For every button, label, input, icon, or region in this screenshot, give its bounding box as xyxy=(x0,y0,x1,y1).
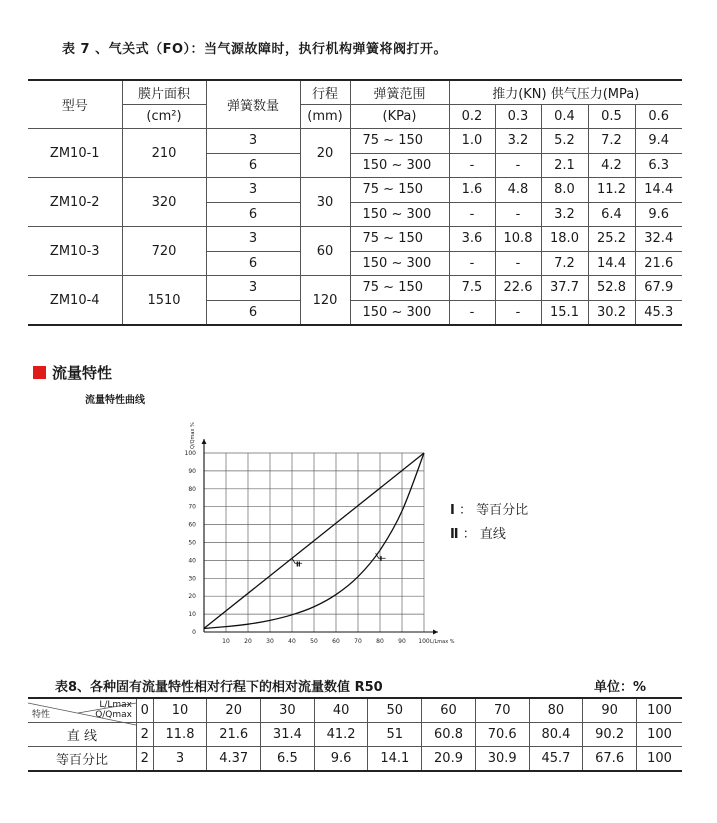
value-cell: 80.4 xyxy=(529,723,583,747)
row-label: 直 线 xyxy=(28,723,137,747)
corner-header-cell xyxy=(28,698,137,723)
thrust-cell: 67.9 xyxy=(635,276,682,301)
corner-top-label: L/Lmax xyxy=(99,700,132,710)
header-springs: 弹簧数量 xyxy=(206,80,300,129)
value-cell: 20.9 xyxy=(422,747,476,772)
column-header: 50 xyxy=(368,698,422,723)
thrust-cell: 37.7 xyxy=(541,276,588,301)
thrust-cell: 4.8 xyxy=(495,178,541,203)
value-cell: 4.37 xyxy=(207,747,261,772)
header-model: 型号 xyxy=(28,80,122,129)
column-header: 30 xyxy=(261,698,315,723)
model-cell: ZM10-2 xyxy=(28,178,122,227)
thrust-cell: 3.6 xyxy=(449,227,495,252)
column-header: 60 xyxy=(422,698,476,723)
x-tick-label: 80 xyxy=(376,638,384,645)
value-cell: 41.2 xyxy=(314,723,368,747)
y-tick-label: 30 xyxy=(188,575,196,583)
thrust-cell: 5.2 xyxy=(541,129,588,154)
value-cell: 100 xyxy=(636,747,682,772)
value-cell: 45.7 xyxy=(529,747,583,772)
actuator-spec-table xyxy=(28,79,682,326)
x-tick-label: 40 xyxy=(288,638,296,645)
header-area: 膜片面积 xyxy=(122,80,206,105)
x-axis-arrow-icon xyxy=(433,630,438,635)
column-header: 90 xyxy=(583,698,637,723)
y-tick-label: 60 xyxy=(188,521,196,529)
value-cell: 14.1 xyxy=(368,747,422,772)
springs-cell: 3 xyxy=(206,178,300,203)
legend-text: 等百分比 xyxy=(476,503,529,518)
springs-cell: 3 xyxy=(206,227,300,252)
y-tick-label: 100 xyxy=(184,450,196,457)
thrust-cell: 32.4 xyxy=(635,227,682,252)
legend-text: 直线 xyxy=(479,527,506,542)
thrust-cell: - xyxy=(495,202,541,227)
header-pressure: 0.4 xyxy=(541,105,588,129)
header-range: 弹簧范围 xyxy=(350,80,449,105)
thrust-cell: 25.2 xyxy=(588,227,635,252)
stroke-cell: 60 xyxy=(300,227,350,276)
y-axis-label: Q/Qmax % xyxy=(190,422,196,449)
value-cell: 70.6 xyxy=(475,723,529,747)
thrust-cell: - xyxy=(495,251,541,276)
stroke-cell: 20 xyxy=(300,129,350,178)
range-cell: 150 ~ 300 xyxy=(350,300,449,325)
header-range-unit: (KPa) xyxy=(350,105,449,129)
table-row xyxy=(28,747,682,772)
y-tick-label: 70 xyxy=(188,503,196,511)
springs-cell: 3 xyxy=(206,276,300,301)
x-tick-label: 60 xyxy=(332,638,340,645)
header-pressure: 0.6 xyxy=(635,105,682,129)
column-header: 10 xyxy=(153,698,207,723)
thrust-cell: 6.4 xyxy=(588,202,635,227)
range-cell: 150 ~ 300 xyxy=(350,251,449,276)
value-cell: 2 xyxy=(137,723,154,747)
column-header: 70 xyxy=(475,698,529,723)
y-axis-arrow-icon xyxy=(202,439,207,444)
stroke-cell: 30 xyxy=(300,178,350,227)
header-area-unit: (cm²) xyxy=(122,105,206,129)
thrust-cell: 3.2 xyxy=(541,202,588,227)
thrust-cell: - xyxy=(495,153,541,178)
x-tick-label: 50 xyxy=(310,638,318,645)
thrust-cell: 11.2 xyxy=(588,178,635,203)
x-tick-label: 70 xyxy=(354,638,362,645)
value-cell: 21.6 xyxy=(207,723,261,747)
thrust-cell: 52.8 xyxy=(588,276,635,301)
thrust-cell: - xyxy=(449,153,495,178)
thrust-cell: - xyxy=(495,300,541,325)
springs-cell: 6 xyxy=(206,153,300,178)
legend-mark: Ⅱ xyxy=(450,527,459,542)
thrust-cell: 15.1 xyxy=(541,300,588,325)
header-stroke: 行程 xyxy=(300,80,350,105)
table8-unit: 单位：% xyxy=(594,680,647,695)
thrust-cell: 9.4 xyxy=(635,129,682,154)
legend-item-linear: Ⅱ ： 直线 xyxy=(450,527,506,542)
table-row xyxy=(28,227,682,252)
springs-cell: 3 xyxy=(206,129,300,154)
column-header: 20 xyxy=(207,698,261,723)
header-thrust: 推力(KN) 供气压力(MPa) xyxy=(449,80,682,105)
corner-left-label: 特性 xyxy=(32,710,51,720)
thrust-cell: 2.1 xyxy=(541,153,588,178)
thrust-cell: 7.2 xyxy=(541,251,588,276)
equal-percentage-curve-label: Ⅰ xyxy=(379,555,383,564)
thrust-cell: 3.2 xyxy=(495,129,541,154)
column-header: 80 xyxy=(529,698,583,723)
thrust-cell: 4.2 xyxy=(588,153,635,178)
relative-flow-table xyxy=(28,697,682,772)
value-cell: 67.6 xyxy=(583,747,637,772)
range-cell: 150 ~ 300 xyxy=(350,202,449,227)
value-cell: 30.9 xyxy=(475,747,529,772)
range-cell: 75 ~ 150 xyxy=(350,276,449,301)
y-tick-label: 10 xyxy=(188,611,196,619)
thrust-cell: - xyxy=(449,251,495,276)
area-cell: 320 xyxy=(122,178,206,227)
column-header: 40 xyxy=(314,698,368,723)
y-tick-label: 0 xyxy=(192,629,196,636)
header-pressure: 0.3 xyxy=(495,105,541,129)
thrust-cell: 6.3 xyxy=(635,153,682,178)
y-tick-label: 50 xyxy=(188,539,196,547)
value-cell: 51 xyxy=(368,723,422,747)
flow-characteristic-chart xyxy=(170,410,470,645)
range-cell: 75 ~ 150 xyxy=(350,227,449,252)
section-marker-icon xyxy=(33,366,46,379)
value-cell: 6.5 xyxy=(261,747,315,772)
thrust-cell: 21.6 xyxy=(635,251,682,276)
thrust-cell: 9.6 xyxy=(635,202,682,227)
value-cell: 3 xyxy=(153,747,207,772)
range-cell: 75 ~ 150 xyxy=(350,129,449,154)
column-header: 0 xyxy=(137,698,154,723)
value-cell: 9.6 xyxy=(314,747,368,772)
table7-title: 表 7 、气关式（FO）：当气源故障时，执行机构弹簧将阀打开。 xyxy=(62,42,448,57)
table-row xyxy=(28,129,682,154)
thrust-cell: 14.4 xyxy=(635,178,682,203)
x-tick-label: 20 xyxy=(244,638,252,645)
thrust-cell: 22.6 xyxy=(495,276,541,301)
range-cell: 75 ~ 150 xyxy=(350,178,449,203)
table-row xyxy=(28,276,682,301)
corner-bottom-label: Q/Qmax xyxy=(95,710,132,720)
header-pressure: 0.2 xyxy=(449,105,495,129)
thrust-cell: 30.2 xyxy=(588,300,635,325)
springs-cell: 6 xyxy=(206,300,300,325)
springs-cell: 6 xyxy=(206,202,300,227)
section-heading xyxy=(33,362,112,383)
header-pressure: 0.5 xyxy=(588,105,635,129)
thrust-cell: - xyxy=(449,202,495,227)
x-tick-label: 100 xyxy=(418,638,430,645)
area-cell: 1510 xyxy=(122,276,206,326)
thrust-cell: 7.5 xyxy=(449,276,495,301)
legend-mark: Ⅰ xyxy=(450,503,455,518)
springs-cell: 6 xyxy=(206,251,300,276)
area-cell: 210 xyxy=(122,129,206,178)
stroke-cell: 120 xyxy=(300,276,350,326)
y-tick-label: 90 xyxy=(188,467,196,475)
thrust-cell: 45.3 xyxy=(635,300,682,325)
section-title: 流量特性 xyxy=(52,364,113,382)
thrust-cell: 1.6 xyxy=(449,178,495,203)
x-tick-label: 90 xyxy=(398,638,406,645)
x-tick-label: 10 xyxy=(222,638,230,645)
y-tick-label: 80 xyxy=(188,485,196,493)
x-axis-label: L/Lmax % xyxy=(430,639,455,645)
thrust-cell: - xyxy=(449,300,495,325)
value-cell: 100 xyxy=(636,723,682,747)
thrust-cell: 14.4 xyxy=(588,251,635,276)
model-cell: ZM10-1 xyxy=(28,129,122,178)
value-cell: 31.4 xyxy=(261,723,315,747)
thrust-cell: 1.0 xyxy=(449,129,495,154)
linear-curve-label: Ⅱ xyxy=(296,560,301,569)
y-tick-label: 20 xyxy=(188,593,196,601)
table-row xyxy=(28,178,682,203)
row-label: 等百分比 xyxy=(28,747,137,772)
thrust-cell: 10.8 xyxy=(495,227,541,252)
value-cell: 90.2 xyxy=(583,723,637,747)
thrust-cell: 18.0 xyxy=(541,227,588,252)
table8-title: 表8、各种固有流量特性相对行程下的相对流量数值 R50 xyxy=(55,680,383,695)
value-cell: 11.8 xyxy=(153,723,207,747)
model-cell: ZM10-4 xyxy=(28,276,122,326)
thrust-cell: 8.0 xyxy=(541,178,588,203)
range-cell: 150 ~ 300 xyxy=(350,153,449,178)
area-cell: 720 xyxy=(122,227,206,276)
thrust-cell: 7.2 xyxy=(588,129,635,154)
header-stroke-unit: (mm) xyxy=(300,105,350,129)
y-tick-label: 40 xyxy=(188,557,196,565)
model-cell: ZM10-3 xyxy=(28,227,122,276)
value-cell: 60.8 xyxy=(422,723,476,747)
x-tick-label: 30 xyxy=(266,638,274,645)
column-header: 100 xyxy=(636,698,682,723)
legend-item-equal-percentage: Ⅰ ： 等百分比 xyxy=(450,503,529,518)
value-cell: 2 xyxy=(137,747,154,772)
chart-caption: 流量特性曲线 xyxy=(85,395,145,406)
